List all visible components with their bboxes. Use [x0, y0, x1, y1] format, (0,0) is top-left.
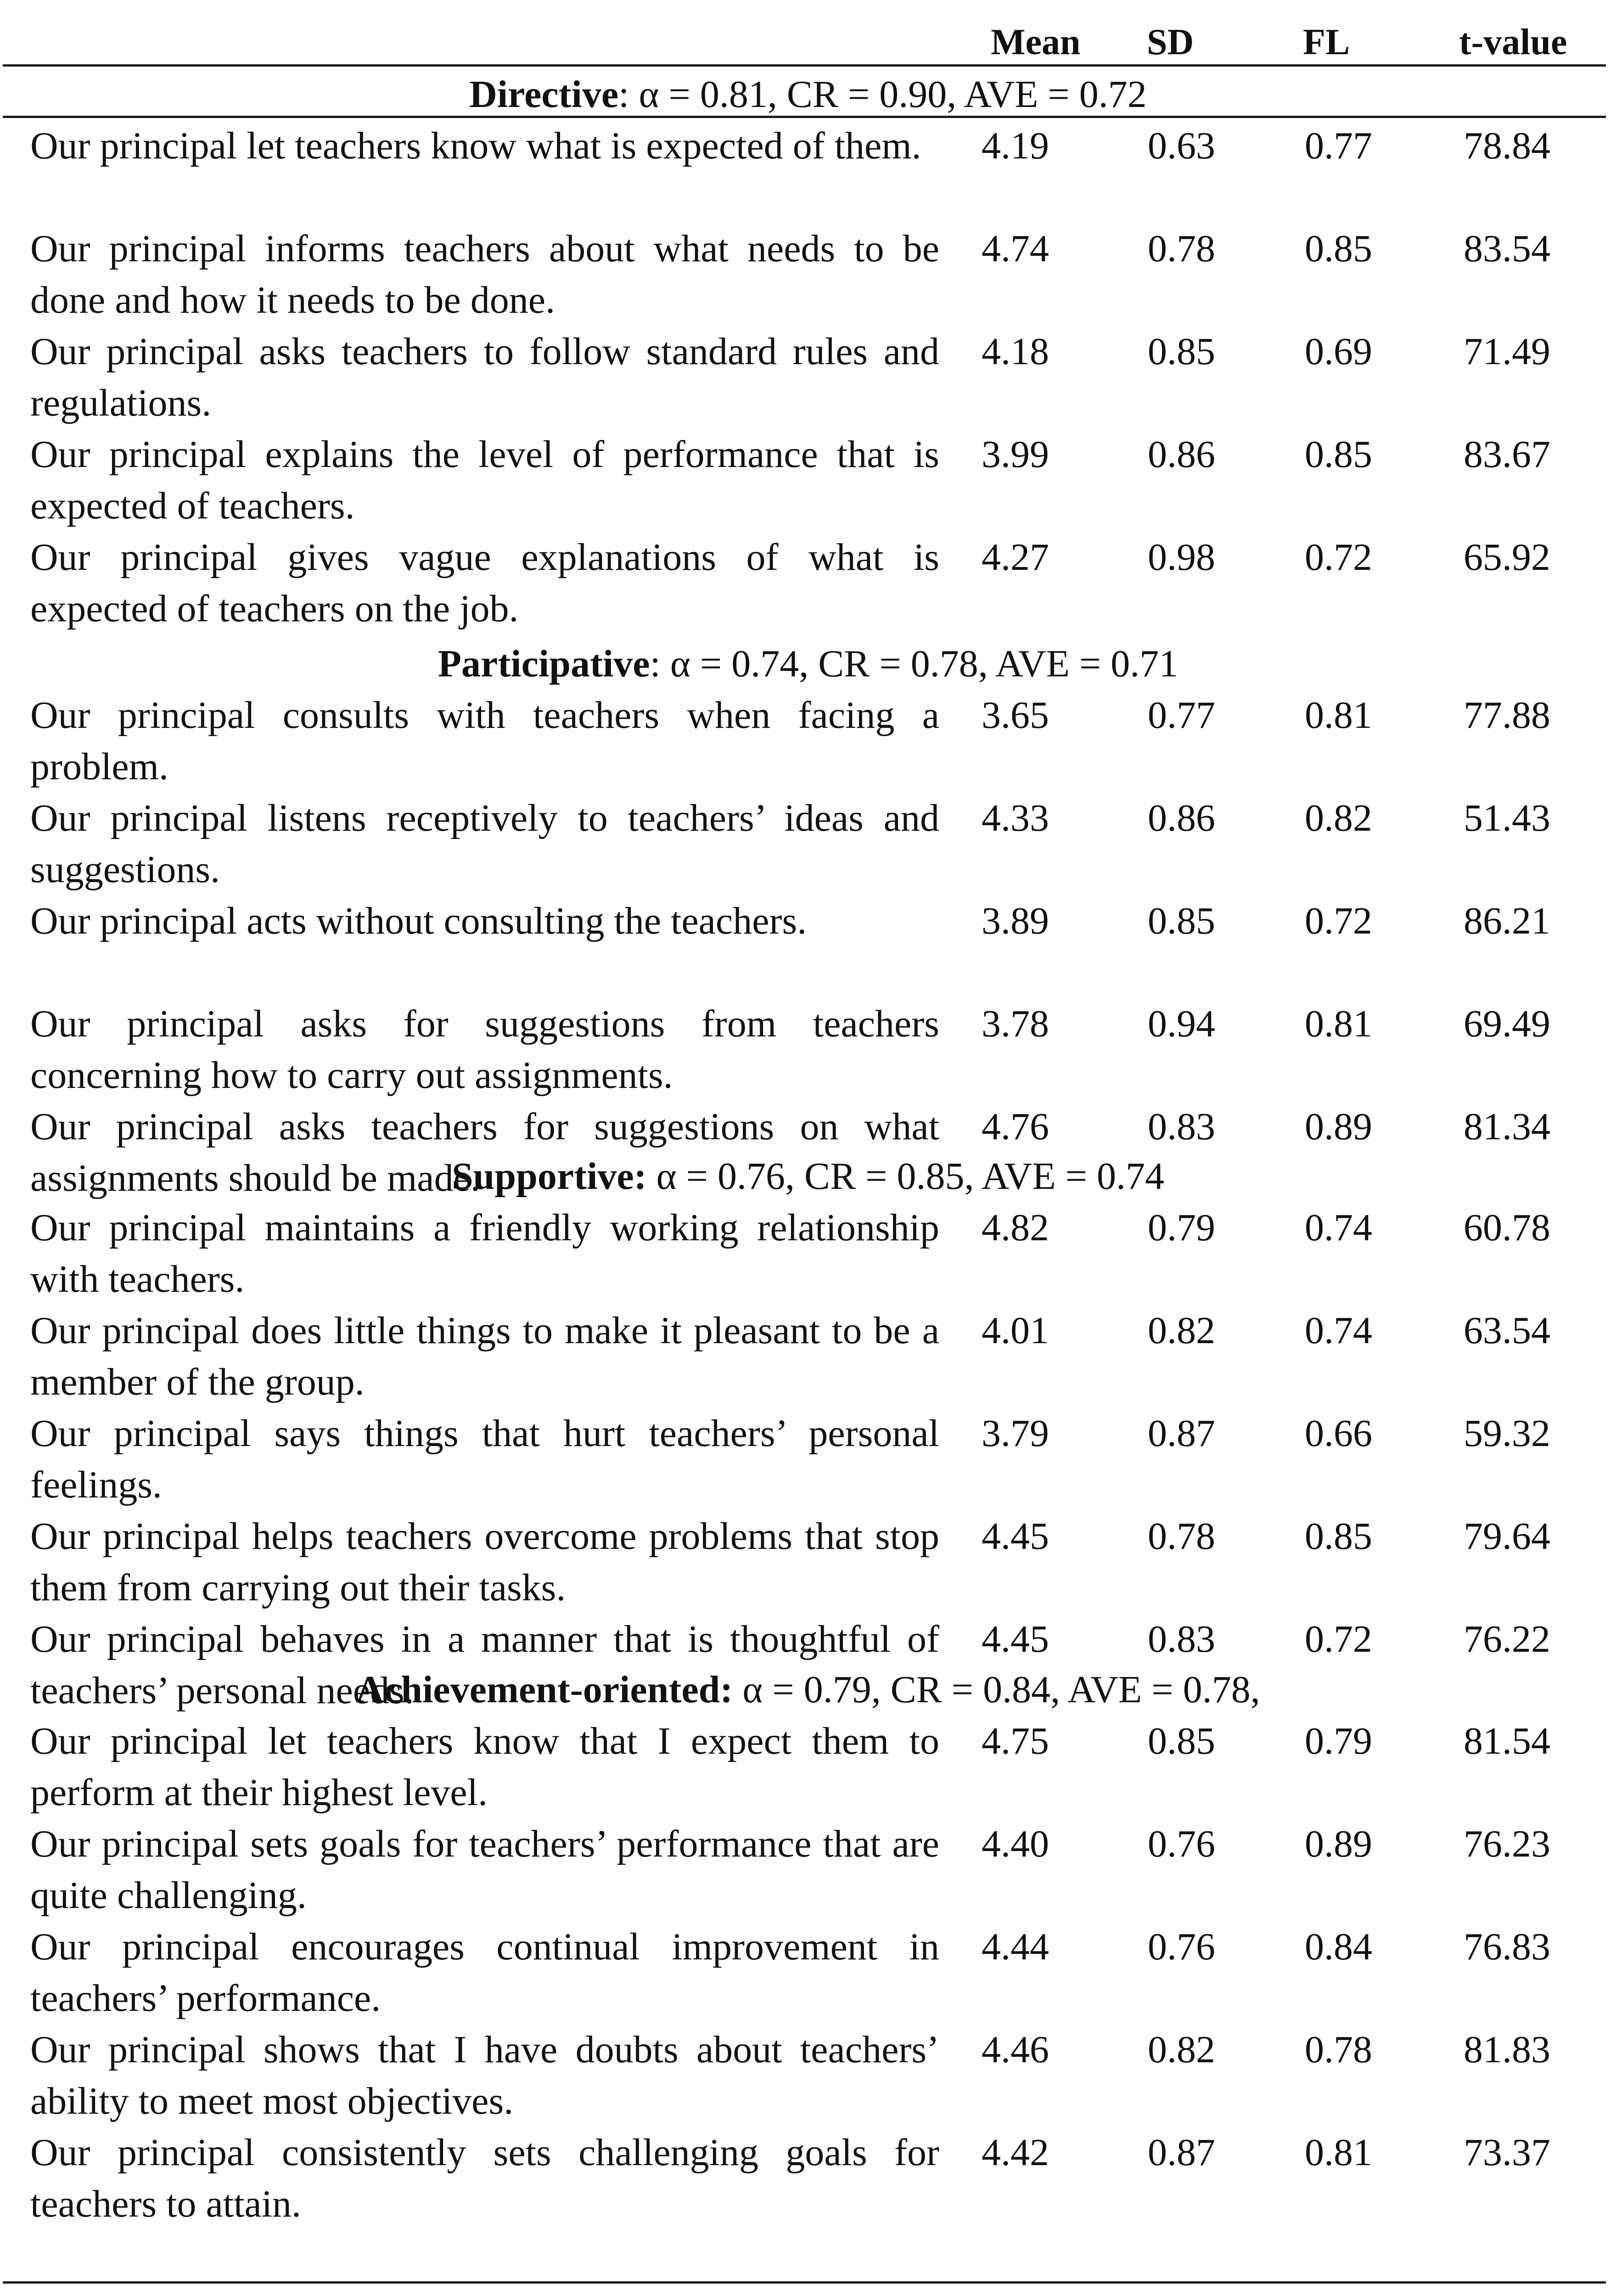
fl-value: 0.85	[1305, 433, 1372, 476]
column-header-fl: FL	[1303, 22, 1350, 62]
section-header	[0, 1664, 1616, 1716]
t-value: 81.54	[1464, 1720, 1550, 1762]
item-text: Our principal asks for suggestions from teachers concerning how to carry out assignments.	[30, 1002, 939, 1097]
t-value: 78.84	[1464, 124, 1550, 167]
sd-value: 0.87	[1148, 1412, 1215, 1455]
fl-value: 0.81	[1305, 2131, 1372, 2174]
mean-value: 3.78	[982, 1002, 1049, 1045]
item-text: Our principal helps teachers overcome problems that stop them from carrying out their tasks.	[30, 1515, 939, 1609]
section-name: Achievement-oriented:	[356, 1668, 733, 1711]
fl-value: 0.82	[1305, 797, 1372, 839]
fl-value: 0.69	[1305, 330, 1372, 373]
t-value: 81.34	[1464, 1105, 1550, 1148]
fl-value: 0.74	[1305, 1206, 1372, 1249]
t-value: 76.22	[1464, 1618, 1550, 1660]
t-value: 83.54	[1464, 227, 1550, 270]
item-text: Our principal consults with teachers when facing a problem.	[30, 694, 939, 788]
sd-value: 0.86	[1148, 433, 1215, 476]
sd-value: 0.76	[1148, 1823, 1215, 1865]
mean-value: 3.99	[982, 433, 1049, 476]
item-text: Our principal sets goals for teachers’ performance that are quite challenging.	[30, 1823, 939, 1917]
mean-value: 4.18	[982, 330, 1049, 373]
mean-value: 4.45	[982, 1515, 1049, 1558]
t-value: 69.49	[1464, 1002, 1550, 1045]
t-value: 65.92	[1464, 536, 1550, 579]
mean-value: 4.42	[982, 2131, 1049, 2174]
sd-value: 0.82	[1148, 1309, 1215, 1352]
item-text: Our principal listens receptively to teachers’ ideas and suggestions.	[30, 797, 939, 891]
mean-value: 4.74	[982, 227, 1049, 270]
sd-value: 0.82	[1148, 2028, 1215, 2071]
t-value: 79.64	[1464, 1515, 1550, 1558]
fl-value: 0.81	[1305, 1002, 1372, 1045]
fl-value: 0.77	[1305, 124, 1372, 167]
item-text: Our principal explains the level of performance that is expected of teachers.	[30, 433, 939, 527]
sd-value: 0.83	[1148, 1105, 1215, 1148]
mean-value: 4.27	[982, 536, 1049, 579]
section-name: Participative	[438, 642, 650, 685]
sd-value: 0.85	[1148, 1720, 1215, 1762]
t-value: 86.21	[1464, 900, 1550, 942]
section-name: Directive	[469, 73, 619, 116]
item-text: Our principal consistently sets challenging goals for teachers to attain.	[30, 2131, 939, 2225]
sd-value: 0.94	[1148, 1002, 1215, 1045]
t-value: 77.88	[1464, 694, 1550, 737]
fl-value: 0.81	[1305, 694, 1372, 737]
sd-value: 0.78	[1148, 227, 1215, 270]
sd-value: 0.85	[1148, 900, 1215, 942]
section-stats: : α = 0.74, CR = 0.78, AVE = 0.71	[650, 642, 1178, 685]
item-text: Our principal does little things to make it pleasant to be a member of the group.	[30, 1309, 939, 1403]
section-stats: α = 0.76, CR = 0.85, AVE = 0.74	[646, 1155, 1165, 1198]
mean-value: 4.82	[982, 1206, 1049, 1249]
item-text: Our principal asks teachers for suggestions on what assignments should be made.	[30, 1105, 939, 1199]
sd-value: 0.79	[1148, 1206, 1215, 1249]
item-text: Our principal let teachers know that I expect them to perform at their highest level.	[30, 1720, 939, 1814]
section-name: Supportive:	[451, 1155, 647, 1198]
mean-value: 3.65	[982, 694, 1049, 737]
column-header-mean: Mean	[991, 22, 1081, 62]
item-text: Our principal acts without consulting the teachers.	[30, 900, 807, 942]
t-value: 83.67	[1464, 433, 1550, 476]
item-text: Our principal says things that hurt teachers’ personal feelings.	[30, 1412, 939, 1506]
mean-value: 3.79	[982, 1412, 1049, 1455]
item-text: Our principal let teachers know what is expected of them.	[30, 124, 921, 167]
top-rule	[3, 64, 1606, 67]
sd-value: 0.83	[1148, 1618, 1215, 1660]
t-value: 59.32	[1464, 1412, 1550, 1455]
mean-value: 4.46	[982, 2028, 1049, 2071]
item-text: Our principal encourages continual improvement in teachers’ performance.	[30, 1925, 939, 2020]
mean-value: 4.33	[982, 797, 1049, 839]
fl-value: 0.85	[1305, 227, 1372, 270]
item-text: Our principal behaves in a manner that is thoughtful of teachers’ personal needs.	[30, 1618, 939, 1712]
item-text: Our principal maintains a friendly working relationship with teachers.	[30, 1206, 939, 1300]
bottom-rule	[3, 2281, 1606, 2284]
fl-value: 0.72	[1305, 900, 1372, 942]
sd-value: 0.87	[1148, 2131, 1215, 2174]
sd-value: 0.77	[1148, 694, 1215, 737]
t-value: 63.54	[1464, 1309, 1550, 1352]
fl-value: 0.85	[1305, 1515, 1372, 1558]
t-value: 60.78	[1464, 1206, 1550, 1249]
section-header	[0, 638, 1616, 690]
column-header-sd: SD	[1147, 22, 1194, 62]
section-header	[0, 1151, 1616, 1202]
t-value: 76.23	[1464, 1823, 1550, 1865]
fl-value: 0.89	[1305, 1105, 1372, 1148]
fl-value: 0.72	[1305, 536, 1372, 579]
fl-value: 0.72	[1305, 1618, 1372, 1660]
mean-value: 4.01	[982, 1309, 1049, 1352]
fl-value: 0.84	[1305, 1925, 1372, 1968]
sd-value: 0.98	[1148, 536, 1215, 579]
column-header-t-value: t-value	[1459, 22, 1567, 62]
mean-value: 4.44	[982, 1925, 1049, 1968]
section-header	[0, 69, 1616, 120]
sd-value: 0.76	[1148, 1925, 1215, 1968]
item-text: Our principal informs teachers about what needs to be done and how it needs to be done.	[30, 227, 939, 321]
fl-value: 0.79	[1305, 1720, 1372, 1762]
t-value: 81.83	[1464, 2028, 1550, 2071]
item-text: Our principal shows that I have doubts about teachers’ ability to meet most objectives.	[30, 2028, 939, 2122]
mean-value: 3.89	[982, 900, 1049, 942]
mean-value: 4.19	[982, 124, 1049, 167]
t-value: 51.43	[1464, 797, 1550, 839]
fl-value: 0.89	[1305, 1823, 1372, 1865]
t-value: 76.83	[1464, 1925, 1550, 1968]
section-stats: α = 0.79, CR = 0.84, AVE = 0.78,	[733, 1668, 1260, 1711]
sd-value: 0.63	[1148, 124, 1215, 167]
mean-value: 4.75	[982, 1720, 1049, 1762]
item-text: Our principal asks teachers to follow standard rules and regulations.	[30, 330, 939, 424]
mean-value: 4.40	[982, 1823, 1049, 1865]
fl-value: 0.78	[1305, 2028, 1372, 2071]
item-text: Our principal gives vague explanations of what is expected of teachers on the job.	[30, 536, 939, 630]
sd-value: 0.78	[1148, 1515, 1215, 1558]
sd-value: 0.86	[1148, 797, 1215, 839]
t-value: 71.49	[1464, 330, 1550, 373]
section-stats: : α = 0.81, CR = 0.90, AVE = 0.72	[618, 73, 1147, 116]
t-value: 73.37	[1464, 2131, 1550, 2174]
sd-value: 0.85	[1148, 330, 1215, 373]
mean-value: 4.76	[982, 1105, 1049, 1148]
fl-value: 0.74	[1305, 1309, 1372, 1352]
mean-value: 4.45	[982, 1618, 1049, 1660]
fl-value: 0.66	[1305, 1412, 1372, 1455]
